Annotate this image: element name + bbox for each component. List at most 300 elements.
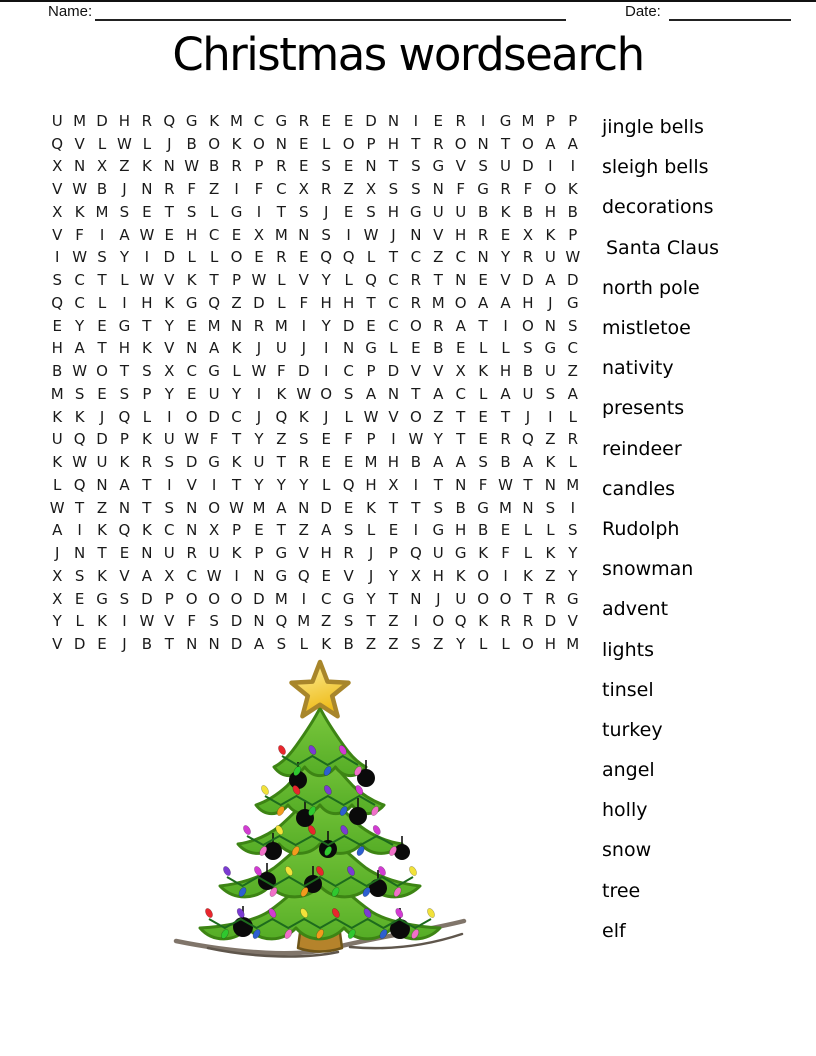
grid-letter: F	[209, 430, 219, 449]
grid-letter: Z	[276, 430, 287, 449]
grid-letter: T	[500, 134, 511, 153]
grid-letter: O	[432, 612, 445, 631]
grid-letter: E	[433, 111, 444, 130]
grid-letter: R	[164, 180, 175, 199]
grid-letter: H	[387, 453, 400, 472]
grid-letter: A	[500, 384, 511, 403]
grid-letter: F	[523, 180, 533, 199]
grid-letter: I	[167, 407, 172, 426]
grid-letter: H	[544, 202, 556, 221]
grid-letter: V	[164, 339, 175, 358]
grid-letter: E	[321, 111, 331, 130]
grid-letter: A	[253, 635, 265, 654]
grid-letter: I	[122, 612, 127, 631]
grid-letter: B	[410, 453, 422, 472]
grid-letter: T	[142, 316, 152, 335]
grid-letter: D	[298, 362, 310, 381]
grid-letter: T	[433, 475, 443, 494]
grid-letter: H	[186, 225, 198, 244]
grid-letter: R	[253, 316, 265, 335]
grid-letter: Q	[275, 407, 288, 426]
grid-letter: T	[97, 544, 107, 563]
light-bulb	[277, 744, 287, 756]
grid-letter: P	[366, 362, 376, 381]
grid-letter: W	[296, 384, 312, 403]
word-list-item: north pole	[602, 276, 700, 299]
grid-letter: N	[365, 157, 377, 176]
grid-letter: V	[52, 225, 63, 244]
grid-letter: Z	[231, 293, 242, 312]
grid-letter: E	[366, 316, 376, 335]
grid-letter: C	[186, 566, 197, 585]
grid-letter: G	[566, 293, 579, 312]
grid-letter: L	[568, 453, 577, 472]
grid-letter: U	[51, 430, 63, 449]
light-bulb	[426, 907, 436, 919]
grid-letter: U	[500, 157, 512, 176]
grid-letter: K	[545, 453, 556, 472]
grid-letter: B	[477, 521, 489, 540]
grid-letter: S	[97, 248, 107, 267]
word-list-item: nativity	[602, 357, 674, 380]
grid-letter: N	[74, 544, 86, 563]
grid-letter: X	[253, 225, 265, 244]
grid-letter: S	[299, 202, 309, 221]
grid-letter: B	[455, 498, 466, 517]
grid-letter: E	[500, 225, 511, 244]
grid-letter: J	[54, 544, 60, 563]
grid-letter: R	[141, 111, 153, 130]
grid-letter: Y	[568, 544, 578, 563]
grid-letter: G	[230, 202, 243, 221]
christmas-tree-illustration	[170, 650, 470, 970]
grid-letter: Q	[297, 566, 310, 585]
grid-letter: M	[364, 453, 378, 472]
grid-letter: Y	[321, 316, 331, 335]
grid-letter: Z	[208, 180, 220, 199]
grid-letter: T	[209, 271, 219, 290]
grid-letter: M	[521, 111, 535, 130]
grid-letter: X	[52, 157, 63, 176]
grid-letter: E	[411, 339, 421, 358]
grid-letter: M	[274, 225, 288, 244]
grid-letter: B	[522, 202, 534, 221]
grid-letter: F	[501, 544, 510, 563]
grid-letter: S	[74, 566, 85, 585]
grid-letter: T	[388, 498, 399, 517]
grid-letter: J	[301, 339, 306, 358]
grid-letter: S	[411, 180, 421, 199]
grid-letter: D	[522, 271, 534, 290]
grid-letter: T	[366, 293, 376, 312]
grid-letter: X	[365, 180, 377, 199]
grid-letter: I	[256, 384, 262, 403]
grid-letter: P	[366, 430, 376, 449]
grid-letter: X	[410, 566, 421, 585]
grid-letter: W	[139, 612, 155, 631]
grid-letter: U	[163, 430, 175, 449]
grid-letter: O	[185, 589, 198, 608]
grid-letter: T	[366, 612, 376, 631]
grid-letter: C	[455, 248, 466, 267]
grid-letter: O	[253, 134, 265, 153]
grid-letter: P	[366, 134, 376, 153]
grid-letter: G	[275, 566, 288, 585]
grid-letter: I	[413, 612, 419, 631]
grid-letter: N	[455, 271, 467, 290]
grid-letter: O	[522, 316, 534, 335]
grid-letter: I	[144, 248, 150, 267]
grid-letter: A	[433, 453, 444, 472]
grid-letter: Z	[433, 635, 444, 654]
grid-letter: Q	[51, 293, 64, 312]
grid-letter: A	[433, 384, 444, 403]
grid-letter: E	[343, 453, 354, 472]
grid-letter: I	[548, 157, 553, 176]
grid-letter: J	[256, 339, 262, 358]
grid-letter: R	[433, 316, 444, 335]
word-list-item: lights	[602, 638, 655, 661]
grid-letter: C	[74, 293, 85, 312]
grid-letter: E	[343, 498, 354, 517]
grid-letter: R	[410, 293, 422, 312]
grid-letter: A	[567, 134, 578, 153]
grid-letter: J	[122, 635, 127, 654]
word-list-item: mistletoe	[602, 317, 691, 340]
grid-letter: X	[388, 475, 399, 494]
grid-letter: L	[501, 635, 510, 654]
grid-letter: J	[122, 180, 127, 199]
grid-letter: Q	[73, 475, 86, 494]
grid-letter: K	[186, 271, 197, 290]
grid-letter: X	[96, 157, 108, 176]
grid-letter: F	[344, 430, 353, 449]
grid-letter: B	[433, 339, 444, 358]
grid-letter: G	[454, 544, 467, 563]
grid-letter: T	[411, 498, 421, 517]
grid-letter: M	[73, 111, 87, 130]
grid-letter: E	[186, 316, 197, 335]
grid-letter: Q	[73, 430, 86, 449]
grid-letter: W	[72, 248, 88, 267]
word-list-item: elf	[602, 919, 626, 942]
grid-letter: D	[96, 430, 108, 449]
grid-letter: K	[52, 407, 63, 426]
grid-letter: P	[119, 430, 129, 449]
grid-letter: E	[97, 635, 107, 654]
grid-letter: X	[52, 566, 63, 585]
grid-letter: Y	[164, 384, 174, 403]
grid-letter: F	[299, 293, 309, 312]
grid-letter: A	[119, 475, 130, 494]
grid-letter: I	[346, 225, 351, 244]
grid-letter: V	[343, 566, 354, 585]
grid-letter: W	[117, 134, 132, 153]
grid-letter: G	[342, 589, 355, 608]
grid-letter: K	[298, 407, 309, 426]
grid-letter: E	[478, 430, 488, 449]
grid-letter: K	[567, 180, 578, 199]
grid-letter: S	[119, 589, 130, 608]
grid-letter: S	[411, 635, 421, 654]
grid-letter: L	[322, 475, 331, 494]
grid-letter: N	[410, 225, 422, 244]
grid-letter: G	[477, 498, 489, 517]
grid-letter: S	[74, 384, 85, 403]
grid-letter: K	[545, 225, 556, 244]
grid-letter: J	[368, 544, 374, 563]
grid-letter: L	[209, 248, 219, 267]
grid-letter: L	[366, 521, 376, 540]
grid-letter: N	[253, 566, 265, 585]
grid-letter: I	[54, 248, 60, 267]
grid-letter: S	[343, 384, 354, 403]
grid-letter: T	[119, 362, 130, 381]
word-list-item: sleigh bells	[602, 156, 709, 179]
grid-letter: L	[209, 202, 219, 221]
grid-letter: X	[52, 202, 63, 221]
grid-letter: S	[478, 453, 488, 472]
grid-letter: S	[299, 430, 309, 449]
grid-letter: L	[299, 635, 308, 654]
word-list-item: snowman	[602, 558, 694, 581]
grid-letter: J	[548, 293, 553, 312]
grid-letter: E	[52, 316, 62, 335]
grid-letter: W	[49, 498, 65, 517]
grid-letter: N	[141, 180, 153, 199]
grid-letter: B	[96, 180, 108, 199]
grid-letter: V	[500, 271, 511, 290]
grid-letter: P	[232, 521, 242, 540]
grid-letter: E	[343, 202, 354, 221]
grid-letter: O	[96, 362, 108, 381]
grid-letter: L	[389, 339, 398, 358]
grid-letter: I	[413, 475, 419, 494]
grid-letter: N	[298, 225, 310, 244]
grid-letter: P	[232, 271, 242, 290]
grid-letter: C	[388, 293, 399, 312]
grid-letter: R	[567, 430, 578, 449]
word-list-item: reindeer	[602, 437, 682, 460]
grid-letter: I	[391, 430, 396, 449]
grid-letter: Q	[342, 475, 355, 494]
grid-letter: F	[277, 362, 286, 381]
grid-letter: L	[277, 293, 286, 312]
grid-letter: L	[97, 293, 107, 312]
grid-letter: U	[275, 339, 287, 358]
grid-letter: T	[75, 498, 85, 517]
grid-letter: S	[568, 316, 578, 335]
grid-letter: A	[455, 316, 466, 335]
grid-letter: W	[565, 248, 581, 267]
grid-letter: J	[99, 407, 105, 426]
light-bulb	[222, 865, 232, 877]
grid-letter: L	[523, 544, 533, 563]
grid-letter: W	[72, 453, 88, 472]
grid-letter: C	[74, 271, 85, 290]
grid-letter: T	[500, 407, 511, 426]
grid-letter: K	[74, 407, 85, 426]
light-bulb	[408, 865, 418, 877]
grid-letter: A	[141, 566, 152, 585]
grid-letter: M	[274, 589, 288, 608]
grid-letter: R	[410, 271, 422, 290]
grid-letter: B	[141, 635, 153, 654]
grid-letter: S	[119, 384, 130, 403]
grid-letter: I	[480, 111, 486, 130]
grid-letter: D	[522, 157, 534, 176]
grid-letter: I	[301, 589, 306, 608]
grid-letter: O	[499, 589, 512, 608]
grid-letter: L	[344, 407, 353, 426]
grid-letter: U	[208, 384, 220, 403]
grid-letter: K	[231, 544, 242, 563]
grid-letter: A	[321, 521, 332, 540]
grid-letter: N	[141, 544, 153, 563]
grid-letter: N	[455, 475, 467, 494]
grid-letter: R	[343, 544, 354, 563]
grid-letter: W	[408, 430, 424, 449]
grid-letter: T	[388, 589, 399, 608]
grid-letter: V	[567, 612, 578, 631]
grid-letter: V	[119, 566, 130, 585]
grid-letter: S	[478, 157, 488, 176]
word-list	[602, 107, 719, 951]
grid-letter: D	[73, 635, 86, 654]
grid-letter: L	[322, 134, 331, 153]
grid-letter: V	[410, 362, 421, 381]
grid-letter: D	[320, 498, 332, 517]
grid-letter: T	[97, 339, 107, 358]
grid-letter: Z	[388, 612, 399, 631]
grid-letter: A	[545, 271, 556, 290]
grid-letter: D	[253, 589, 265, 608]
grid-letter: H	[320, 293, 332, 312]
grid-letter: K	[141, 339, 152, 358]
grid-letter: D	[185, 453, 198, 472]
grid-letter: Z	[119, 157, 130, 176]
word-list-item: advent	[602, 598, 669, 621]
grid-letter: W	[139, 225, 155, 244]
grid-letter: M	[297, 612, 311, 631]
word-list-item: snow	[602, 839, 652, 862]
grid-letter: K	[523, 566, 533, 585]
grid-letter: R	[522, 612, 534, 631]
grid-letter: K	[141, 430, 152, 449]
grid-letter: N	[410, 589, 422, 608]
grid-letter: U	[432, 202, 444, 221]
grid-letter: E	[455, 339, 466, 358]
grid-letter: A	[545, 134, 556, 153]
grid-letter: Y	[388, 566, 399, 585]
grid-letter: E	[388, 521, 399, 540]
grid-letter: S	[164, 453, 175, 472]
grid-letter: J	[391, 225, 396, 244]
grid-letter: C	[208, 225, 220, 244]
tree-tiers	[200, 708, 440, 939]
grid-letter: Y	[276, 475, 286, 494]
grid-letter: I	[570, 157, 575, 176]
grid-letter: C	[231, 407, 242, 426]
grid-letter: R	[545, 589, 556, 608]
grid-letter: G	[118, 316, 131, 335]
grid-letter: Z	[567, 362, 578, 381]
grid-letter: L	[187, 248, 196, 267]
grid-letter: K	[209, 111, 220, 130]
grid-letter: S	[545, 498, 556, 517]
grid-letter: S	[388, 180, 399, 199]
grid-letter: E	[186, 384, 197, 403]
grid-letter: G	[208, 362, 220, 381]
grid-letter: S	[276, 635, 287, 654]
date-label: Date:	[625, 3, 661, 20]
word-list-item: candles	[602, 477, 676, 500]
grid-letter: N	[387, 384, 400, 403]
grid-letter: Q	[409, 544, 422, 563]
grid-letter: C	[276, 180, 287, 199]
grid-letter: T	[276, 202, 286, 221]
grid-letter: V	[186, 475, 197, 494]
grid-letter: X	[164, 566, 175, 585]
grid-letter: P	[142, 384, 152, 403]
grid-letter: N	[208, 635, 220, 654]
grid-letter: K	[164, 293, 175, 312]
grid-letter: F	[187, 612, 197, 631]
grid-letter: U	[544, 248, 556, 267]
grid-letter: V	[298, 271, 309, 290]
grid-letter: O	[185, 407, 198, 426]
grid-letter: T	[388, 248, 399, 267]
grid-letter: N	[477, 248, 489, 267]
grid-letter: H	[455, 521, 467, 540]
grid-letter: D	[96, 111, 108, 130]
grid-letter: E	[299, 157, 309, 176]
grid-letter: D	[141, 589, 153, 608]
grid-letter: N	[522, 498, 534, 517]
grid-letter: R	[433, 134, 444, 153]
grid-letter: S	[568, 521, 578, 540]
grid-letter: R	[500, 612, 511, 631]
grid-letter: R	[455, 111, 466, 130]
grid-letter: K	[74, 202, 85, 221]
grid-letter: U	[522, 384, 534, 403]
grid-letter: L	[546, 521, 555, 540]
grid-letter: D	[567, 271, 579, 290]
grid-letter: B	[500, 453, 511, 472]
word-list-item: Santa Claus	[606, 236, 720, 259]
grid-letter: L	[366, 248, 376, 267]
grid-letter: P	[254, 157, 264, 176]
grid-letter: I	[503, 316, 508, 335]
grid-letter: O	[522, 134, 534, 153]
grid-letter: F	[456, 180, 466, 199]
grid-letter: N	[96, 475, 108, 494]
grid-letter: Z	[388, 635, 399, 654]
grid-letter: V	[52, 180, 63, 199]
name-label: Name:	[48, 3, 93, 20]
grid-letter: R	[276, 248, 287, 267]
grid-letter: T	[433, 271, 443, 290]
grid-letter: M	[50, 384, 64, 403]
grid-letter: I	[167, 475, 172, 494]
grid-letter: W	[72, 362, 88, 381]
grid-letter: P	[568, 225, 578, 244]
grid-letter: T	[523, 589, 533, 608]
grid-letter: R	[298, 111, 309, 130]
grid-letter: E	[343, 111, 354, 130]
grid-letter: O	[409, 407, 422, 426]
grid-letter: O	[477, 589, 490, 608]
